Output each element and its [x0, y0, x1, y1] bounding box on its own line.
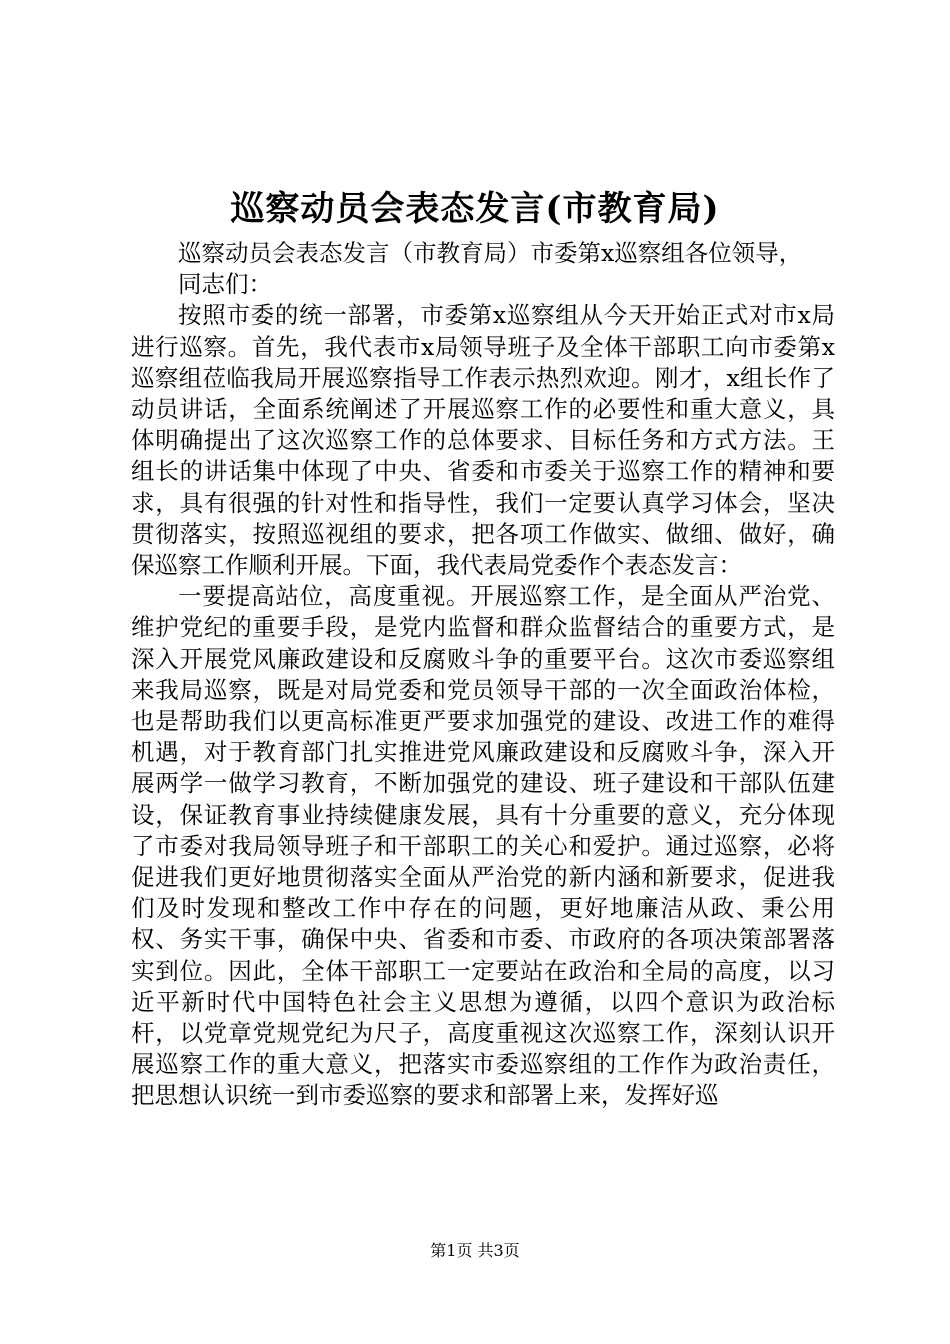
document-body: [131, 238, 835, 1112]
paragraph-opening: 巡察动员会表态发言（市教育局）市委第x巡察组各位领导，: [178, 239, 803, 267]
paragraph-point-one: 一要提高站位，高度重视。开展巡察工作，是全面从严治党、维护党纪的重要手段，是党内监督和群众监督结合的重要方式，是深入开展党风廉政建设和反腐败斗争的重要平台。这次市委巡察组来我局巡察，既是对局党委和党员领导干部的一次全面政治体检，也是帮助我们以更高标准更严要求加强党的建设、改进工作的难得机遇，对于教育部门扎实推进党风廉政建设和反腐败斗争，深入开展两学一做学习教育，不断加强党的建设、班子建设和干部队伍建设，保证教育事业持续健康发展，具有十分重要的意义，充分体现了市委对我局领导班子和干部职工的关心和爱护。通过巡察，必将促进我们更好地贯彻落实全面从严治党的新内涵和新要求，促进我们及时发现和整改工作中存在的问题，更好地廉洁从政、秉公用权、务实干事，确保中央、省委和市委、市政府的各项决策部署落实到位。因此，全体干部职工一定要站在政治和全局的高度，以习近平新时代中国特色社会主义思想为遵循，以四个意识为政治标杆，以党章党规党纪为尺子，高度重视这次巡察工作，深刻认识开展巡察工作的重大意义，把落实市委巡察组的工作作为政治责任，把思想认识统一到市委巡察的要求和部署上来，发挥好巡: [131, 582, 835, 1110]
paragraph-introduction: 按照市委的统一部署，市委第x巡察组从今天开始正式对市x局进行巡察。首先，我代表市x局领导班子及全体干部职工向市委第x巡察组莅临我局开展巡察指导工作表示热烈欢迎。刚才，x组长作了动员讲话，全面系统阐述了开展巡察工作的必要性和重大意义，具体明确提出了这次巡察工作的总体要求、目标任务和方式方法。王组长的讲话集中体现了中央、省委和市委关于巡察工作的精神和要求，具有很强的针对性和指导性，我们一定要认真学习体会，坚决贯彻落实，按照巡视组的要求，把各项工作做实、做细、做好，确保巡察工作顺利开展。下面，我代表局党委作个表态发言：: [131, 301, 835, 580]
document-title: 巡察动员会表态发言(市教育局): [230, 189, 720, 229]
page-footer: 第1页 共3页: [430, 1241, 520, 1260]
paragraph-salutation: 同志们：: [178, 270, 272, 299]
